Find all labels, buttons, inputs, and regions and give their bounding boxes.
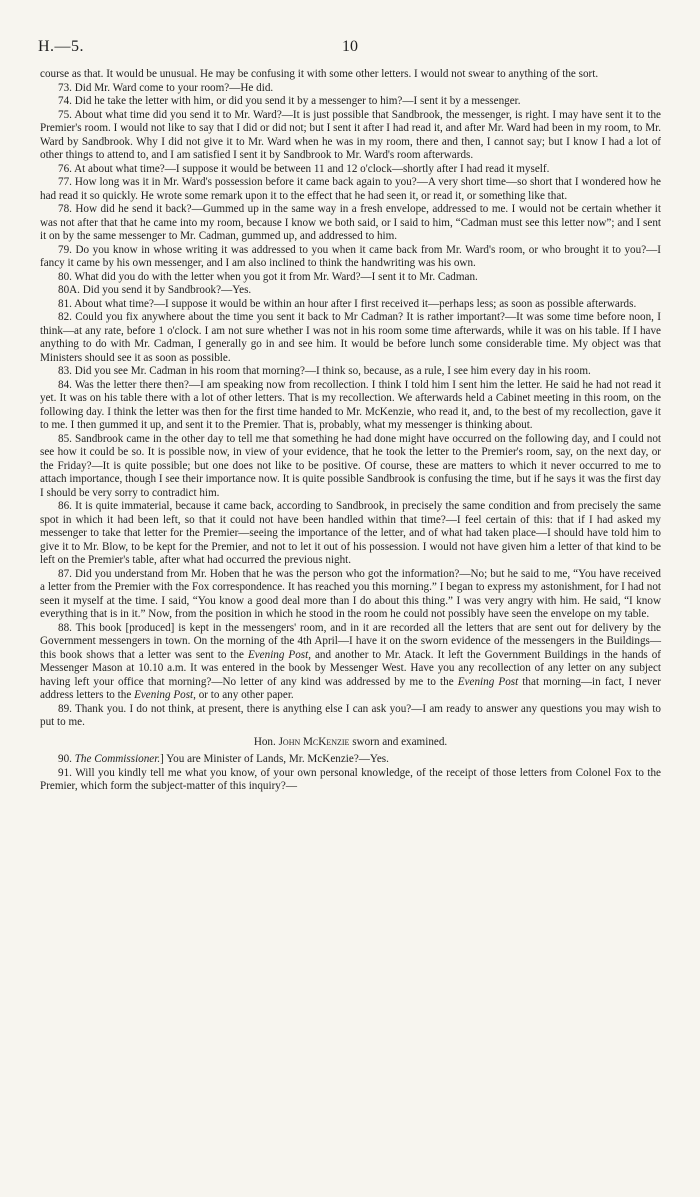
newspaper-title: Evening Post [247, 648, 309, 661]
paragraph-79: 79. Do you know in whose writing it was addressed to you when it came back from Mr. Ward's room, or who brought it to you?—I fancy it came by his own messenger, and I am also inclined to think the handwriting was his own. [40, 243, 661, 269]
paragraph-87: 87. Did you understand from Mr. Hoben that he was the person who got the information?—No; but he said to me, “You have received a letter from the Premier with the Fox correspondence. It has reached you this morning.” I began to express my astonishment, for I had not seen it myself at the time. I said, “You know a good deal more than I do about this thing.” I was very angry with him. He said, “I know everything that is in it.” Now, from the position in which he stood in the room he could not possibly have seen the envelope on my table. [40, 567, 661, 620]
page-header [38, 38, 662, 60]
speaker-label: The Commissioner. [74, 753, 161, 765]
paragraph-88-part-c: that morning—in fact, I never address letters to the [40, 675, 662, 701]
paragraph-81: 81. About what time?—I suppose it would be within an hour after I first received it—perhaps less; as soon as possible afterwards. [58, 297, 637, 310]
paragraph-90 [40, 753, 661, 767]
document-body [40, 68, 661, 794]
paragraph-83: 83. Did you see Mr. Cadman in his room that morning?—I think so, because, as a rule, I see him every day in his room. [58, 365, 591, 377]
paragraph-78: 78. How did he send it back?—Gummed up in the same way in a fresh envelope, addressed to me. I would not be certain whether it was not after that that he came into my room, because I know we both said, or I said to him, “Cadman must see this letter now”; and I sent it on by the same messenger to Mr. Cadman, gummed up, and addressed to him. [40, 203, 661, 242]
page-number: 10 [342, 38, 358, 55]
paragraph-77: 77. How long was it in Mr. Ward's possession before it came back again to you?—A very short time—so short that I wondered how he had read it so quickly. He wrote some remark upon it to the effect that he had seen it, or read it, or something like that. [40, 176, 661, 202]
paragraph-75: 75. About what time did you send it to Mr. Ward?—It is just possible that Sandbrook, the messenger, is right. I may have sent it to the Premier's room. I would not like to say that I did or did not; but I sent it after I had read it, and after Mr. Ward had been in my room, to Mr. Ward by Sandbrook. Why I did not give it to Mr. Ward when he was in my room, there and then, I cannot say; but I know I had a lot of other things to attend to, and I am satisfied I sent it by Sandbrook to Mr. Ward's room afterwards. [40, 108, 661, 161]
paragraph-continuation: course as that. It would be unusual. He may be confusing it with some other letters. I would not swear to anything of the sort. [40, 68, 599, 80]
paragraph-73: 73. Did Mr. Ward come to your room?—He did. [58, 81, 274, 94]
paragraph-90-text: ] You are Minister of Lands, Mr. McKenzie?—Yes. [160, 753, 389, 765]
paragraph-74: 74. Did he take the letter with him, or did you send it by a messenger to him?—I sent it by a messenger. [58, 95, 521, 107]
newspaper-title: Evening Post [134, 689, 194, 701]
paragraph-84: 84. Was the letter there then?—I am speaking now from recollection. I think I told him I sent him the letter. He said he had not read it yet. It was on his table there with a lot of other letters. That is my recollection. We afterwards held a Cabinet meeting in this room, on the following day. I think the letter was then for the first time handed to Mr. McKenzie, who read it, and, to the best of my recollection, gave it to me. I then gummed it up, and sent it to the Premier. That is, probably, what my messenger is thinking about. [40, 378, 661, 431]
paragraph-88-part-d: , or to any other paper. [193, 689, 294, 701]
witness-suffix: sworn and examined. [349, 735, 448, 748]
paragraph-85: 85. Sandbrook came in the other day to tell me that something he had done might have occurred on the following day, and I could not see how it could be so. It is possible now, in view of your evidence, that he took the letter to the Premier's room, say, on the next day, or the Friday?—It is quite possible; but one does not like to be positive. Of course, these are matters to which it never occurred to me to attach importance, though I see their importance now. It is quite possible Sandbrook is confusing the time, but if he says it was the first day I should be very sorry to contradict him. [40, 432, 661, 499]
paragraph-89: 89. Thank you. I do not think, at present, there is anything else I can ask you?—I am ready to answer any questions you may wish to put to me. [40, 702, 661, 728]
paragraph-80: 80. What did you do with the letter when you got it from Mr. Ward?—I sent it to Mr. Cadman. [58, 270, 478, 283]
paragraph-91: 91. Will you kindly tell me what you know, of your own personal knowledge, of the receipt of those letters from Colonel Fox to the Premier, which form the subject-matter of this inquiry?— [40, 766, 661, 792]
witness-name: John McKenzie [278, 735, 350, 748]
witness-prefix: Hon. [253, 735, 279, 748]
paragraph-90-number: 90. [58, 753, 75, 765]
paragraph-88-part-a: 88. This book [produced] is kept in the messengers' room, and in it are recorded all the letters that are sent out for delivery by the Government messengers in town. On the morning of the 4th April—I have it on the sworn evidence of the messengers in the Buildings—this book shows that a letter was sent to the [40, 621, 661, 661]
paragraph-86: 86. It is quite immaterial, because it came back, according to Sandbrook, in precisely the same condition and from precisely the same spot in which it had been left, so that it could not have been handled within that time?—I feel certain of this: that if I had asked my messenger to take that letter for the Premier—seeing the importance of the letter, and of what had taken place—I should have told him to give it to Mr. Blow, to be kept for the Premier, and not to let it out of his possession. I would not have given him a letter of that kind to be left on the Premier's table, after what had occurred the previous night. [40, 500, 661, 566]
paragraph-80a: 80A. Did you send it by Sandbrook?—Yes. [58, 284, 252, 296]
document-reference: H.—5. [38, 38, 85, 55]
paragraph-76: 76. At about what time?—I suppose it would be between 11 and 12 o'clock—shortly after I had read it myself. [58, 162, 550, 175]
paragraph-88-part-b: , and another to Mr. Atack. It left the Government Buildings in the hands of Messenger Mason at 10.10 a.m. It was entered in the book by Messenger West. Have you any recollection of any letter on any subject having left your office that morning?—No letter of any kind was addressed by me to the [40, 648, 662, 688]
paragraph-82: 82. Could you fix anywhere about the time you sent it back to Mr Cadman? It is rather important?—It was some time before noon, I think—at any rate, before 1 o'clock. I am not sure whether I was not in his room some time afterwards, while it was on his table. If I have anything to do with Mr. Cadman, I generally go in and see him. It would be before lunch some considerable time. My object was that Ministers should see it as soon as possible. [40, 311, 661, 364]
paragraph-88 [40, 622, 661, 703]
newspaper-title: Evening Post [457, 675, 519, 688]
witness-heading [40, 736, 661, 750]
